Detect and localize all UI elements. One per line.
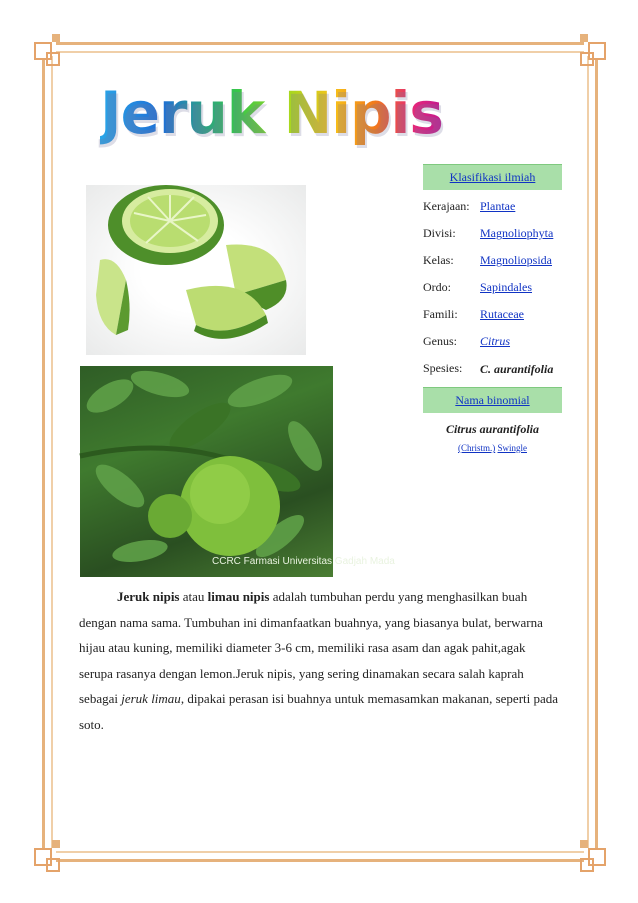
description-paragraph <box>79 584 562 737</box>
row-key: Ordo: <box>423 280 451 294</box>
infobox-row-kerajaan <box>423 199 562 226</box>
row-value-link[interactable]: Magnoliophyta <box>480 226 554 240</box>
corner-ornament <box>576 840 606 870</box>
row-key: Famili: <box>423 307 458 321</box>
row-key: Spesies: <box>423 361 463 375</box>
paragraph-text: atau <box>179 589 208 604</box>
row-value-link[interactable]: Magnoliopsida <box>480 253 552 267</box>
row-value-link[interactable]: Plantae <box>480 199 516 213</box>
species-value: C. aurantifolia <box>480 362 554 376</box>
photo-watermark: CCRC Farmasi Universitas Gadjah Mada <box>212 556 395 567</box>
infobox-row-ordo <box>423 280 562 307</box>
row-value-link[interactable]: Citrus <box>480 334 511 348</box>
binomial-authority <box>423 443 562 453</box>
term-limau-nipis: limau nipis <box>207 589 270 604</box>
term-jeruk-limau: jeruk limau <box>121 691 181 706</box>
nama-binomial-link[interactable]: Nama binomial <box>455 393 530 407</box>
infobox-row-spesies <box>423 361 562 378</box>
term-jeruk-nipis: Jeruk nipis <box>117 589 180 604</box>
author-link-christm[interactable]: (Christm.) <box>457 443 496 453</box>
paragraph-text: adalah tumbuhan perdu yang menghasilkan buah dengan nama sama. Tumbuhan ini dimanfaatkan buahnya, yang biasanya bulat, berwarna hijau atau kuning, memiliki diameter 3-6 cm, memiliki rasa asam dan agak pahit,agak serupa rasanya dengan lemon.Jeruk nipis, yang sering dinamakan secara salah kaprah sebagai <box>79 589 543 706</box>
corner-ornament <box>34 840 64 870</box>
page-title: Jeruk Nipis <box>100 79 443 147</box>
infobox-row-kelas <box>423 253 562 280</box>
corner-ornament <box>34 34 64 64</box>
row-value-link[interactable]: Rutaceae <box>480 307 524 321</box>
infobox-row-famili <box>423 307 562 334</box>
row-key: Genus: <box>423 334 457 348</box>
paragraph-text: , dipakai perasan isi buahnya untuk memasamkan makanan, seperti pada soto. <box>79 691 559 732</box>
author-link-swingle[interactable]: Swingle <box>497 443 527 453</box>
infobox-row-genus <box>423 334 562 361</box>
row-key: Divisi: <box>423 226 456 240</box>
infobox-row-divisi <box>423 226 562 253</box>
lime-slices-photo <box>86 185 306 355</box>
corner-ornament <box>576 34 606 64</box>
lime-tree-photo <box>80 366 395 577</box>
klasifikasi-link[interactable]: Klasifikasi ilmiah <box>449 170 536 184</box>
row-key: Kelas: <box>423 253 454 267</box>
infobox-heading <box>423 164 562 190</box>
row-key: Kerajaan: <box>423 199 470 213</box>
binomial-heading <box>423 387 562 413</box>
taxonomy-infobox <box>423 164 562 453</box>
binomial-name: Citrus aurantifolia <box>445 422 540 436</box>
row-value-link[interactable]: Sapindales <box>480 280 532 294</box>
